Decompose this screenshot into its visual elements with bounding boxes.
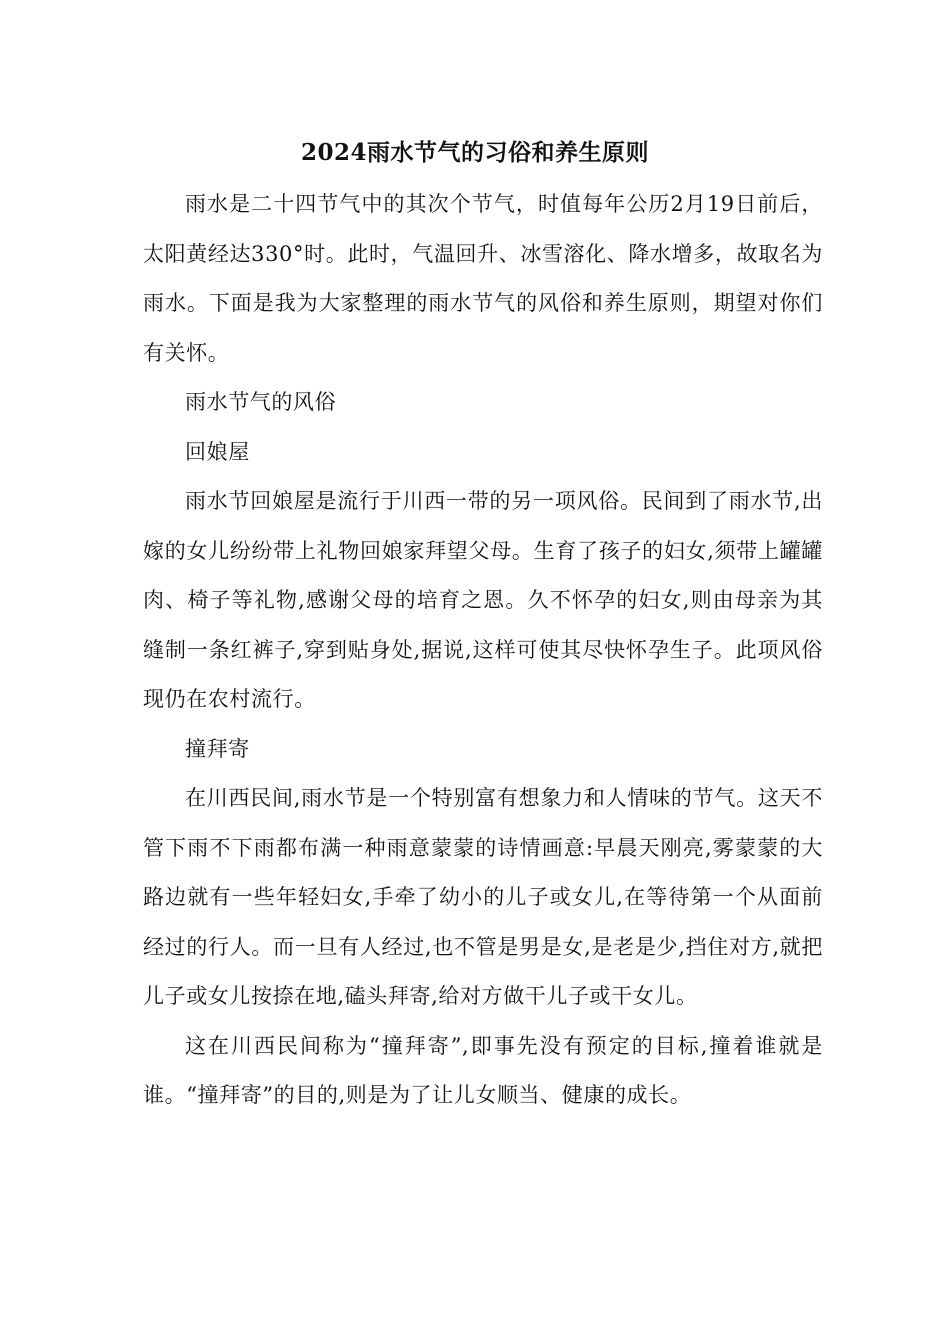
- section-heading-customs: 雨水节气的风俗: [185, 390, 337, 414]
- paragraph-intro: 雨水是二十四节气中的其次个节气，时值每年公历2月19日前后，太阳黄经达330°时。此时，气温回升、冰雪溶化、降水增多，故取名为雨水。下面是我为大家整理的雨水节气的风俗和养生原则，期望对你们有关怀。: [143, 192, 823, 365]
- paragraph-zhuang-baiji-meaning: 这在川西民间称为“撞拜寄”,即事先没有预定的目标,撞着谁就是谁。“撞拜寄”的目的,则是为了让儿女顺当、健康的成长。: [143, 1033, 823, 1107]
- subheading-return-home: 回娘屋: [185, 439, 250, 464]
- document-title: 2024雨水节气的习俗和养生原则: [300, 139, 649, 166]
- document-body: [143, 180, 823, 1121]
- paragraph-zhuang-baiji: 在川西民间,雨水节是一个特别富有想象力和人情味的节气。这天不管下雨不下雨都布满一种雨意蒙蒙的诗情画意:早晨天刚亮,雾蒙蒙的大路边就有一些年轻妇女,手牵了幼小的儿子或女儿,在等待第一个从面前经过的行人。而一旦有人经过,也不管是男是女,是老是少,挡住对方,就把儿子或女儿按捺在地,磕头拜寄,给对方做干儿子或干女儿。: [143, 786, 823, 1008]
- subheading-zhuang-baiji: 撞拜寄: [185, 736, 250, 761]
- paragraph-return-home: 雨水节回娘屋是流行于川西一带的另一项风俗。民间到了雨水节,出嫁的女儿纷纷带上礼物回娘家拜望父母。生育了孩子的妇女,须带上罐罐肉、椅子等礼物,感谢父母的培育之恩。久不怀孕的妇女,则由母亲为其缝制一条红裤子,穿到贴身处,据说,这样可使其尽快怀孕生子。此项风俗现仍在农村流行。: [143, 489, 823, 711]
